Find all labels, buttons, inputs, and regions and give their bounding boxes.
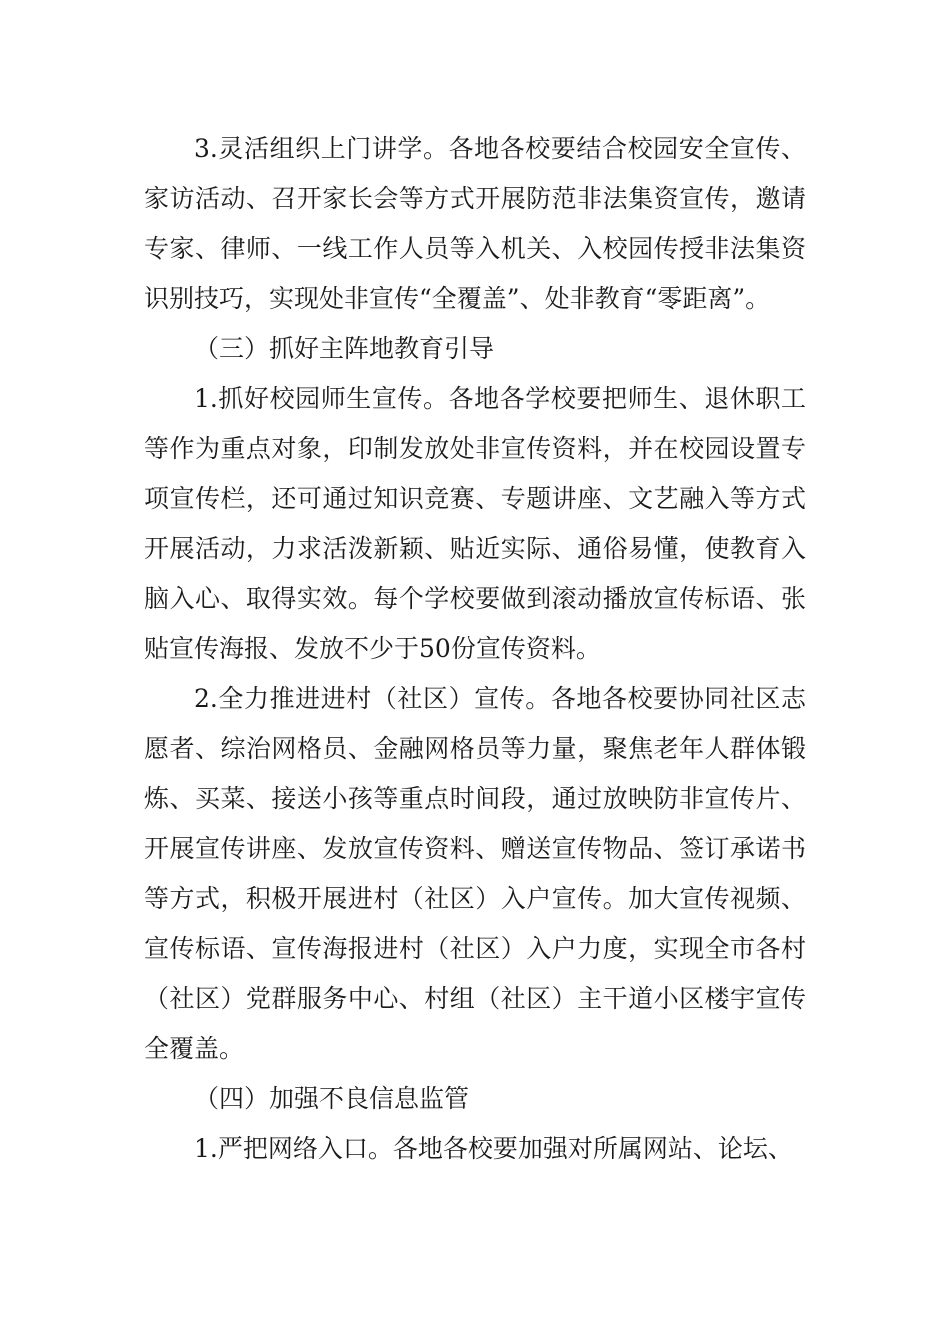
section-heading-four: （四）加强不良信息监管: [194, 1084, 470, 1113]
paragraph-item-2-community-publicity: 2.全力推进进村（社区）宣传。各地各校要协同社区志愿者、综治网格员、金融网格员等力量，聚焦老年人群体锻炼、买菜、接送小孩等重点时间段，通过放映防非宣传片、开展宣传讲座、发放宣传资料、赠送宣传物品、签订承诺书等方式，积极开展进村（社区）入户宣传。加大宣传视频、宣传标语、宣传海报进村（社区）入户力度，实现全市各村（社区）党群服务中心、村组（社区）主干道小区楼宇宣传全覆盖。: [144, 684, 806, 1063]
paragraph-item-1-campus-publicity: 1.抓好校园师生宣传。各地各学校要把师生、退休职工等作为重点对象，印制发放处非宣传资料，并在校园设置专项宣传栏，还可通过知识竞赛、专题讲座、文艺融入等方式开展活动，力求活泼新颖、贴近实际、通俗易懂，使教育入脑入心、取得实效。每个学校要做到滚动播放宣传标语、张贴宣传海报、发放不少于50份宣传资料。: [144, 384, 806, 663]
paragraph-item-1-network-entry: 1.严把网络入口。各地各校要加强对所属网站、论坛、: [194, 1134, 793, 1163]
document-body: [144, 124, 806, 1174]
paragraph-item-3-door-to-door-lectures: 3.灵活组织上门讲学。各地各校要结合校园安全宣传、家访活动、召开家长会等方式开展防范非法集资宣传，邀请专家、律师、一线工作人员等入机关、入校园传授非法集资识别技巧，实现处非宣传“全覆盖”、处非教育“零距离”。: [144, 134, 806, 313]
section-heading-three: （三）抓好主阵地教育引导: [194, 334, 495, 363]
